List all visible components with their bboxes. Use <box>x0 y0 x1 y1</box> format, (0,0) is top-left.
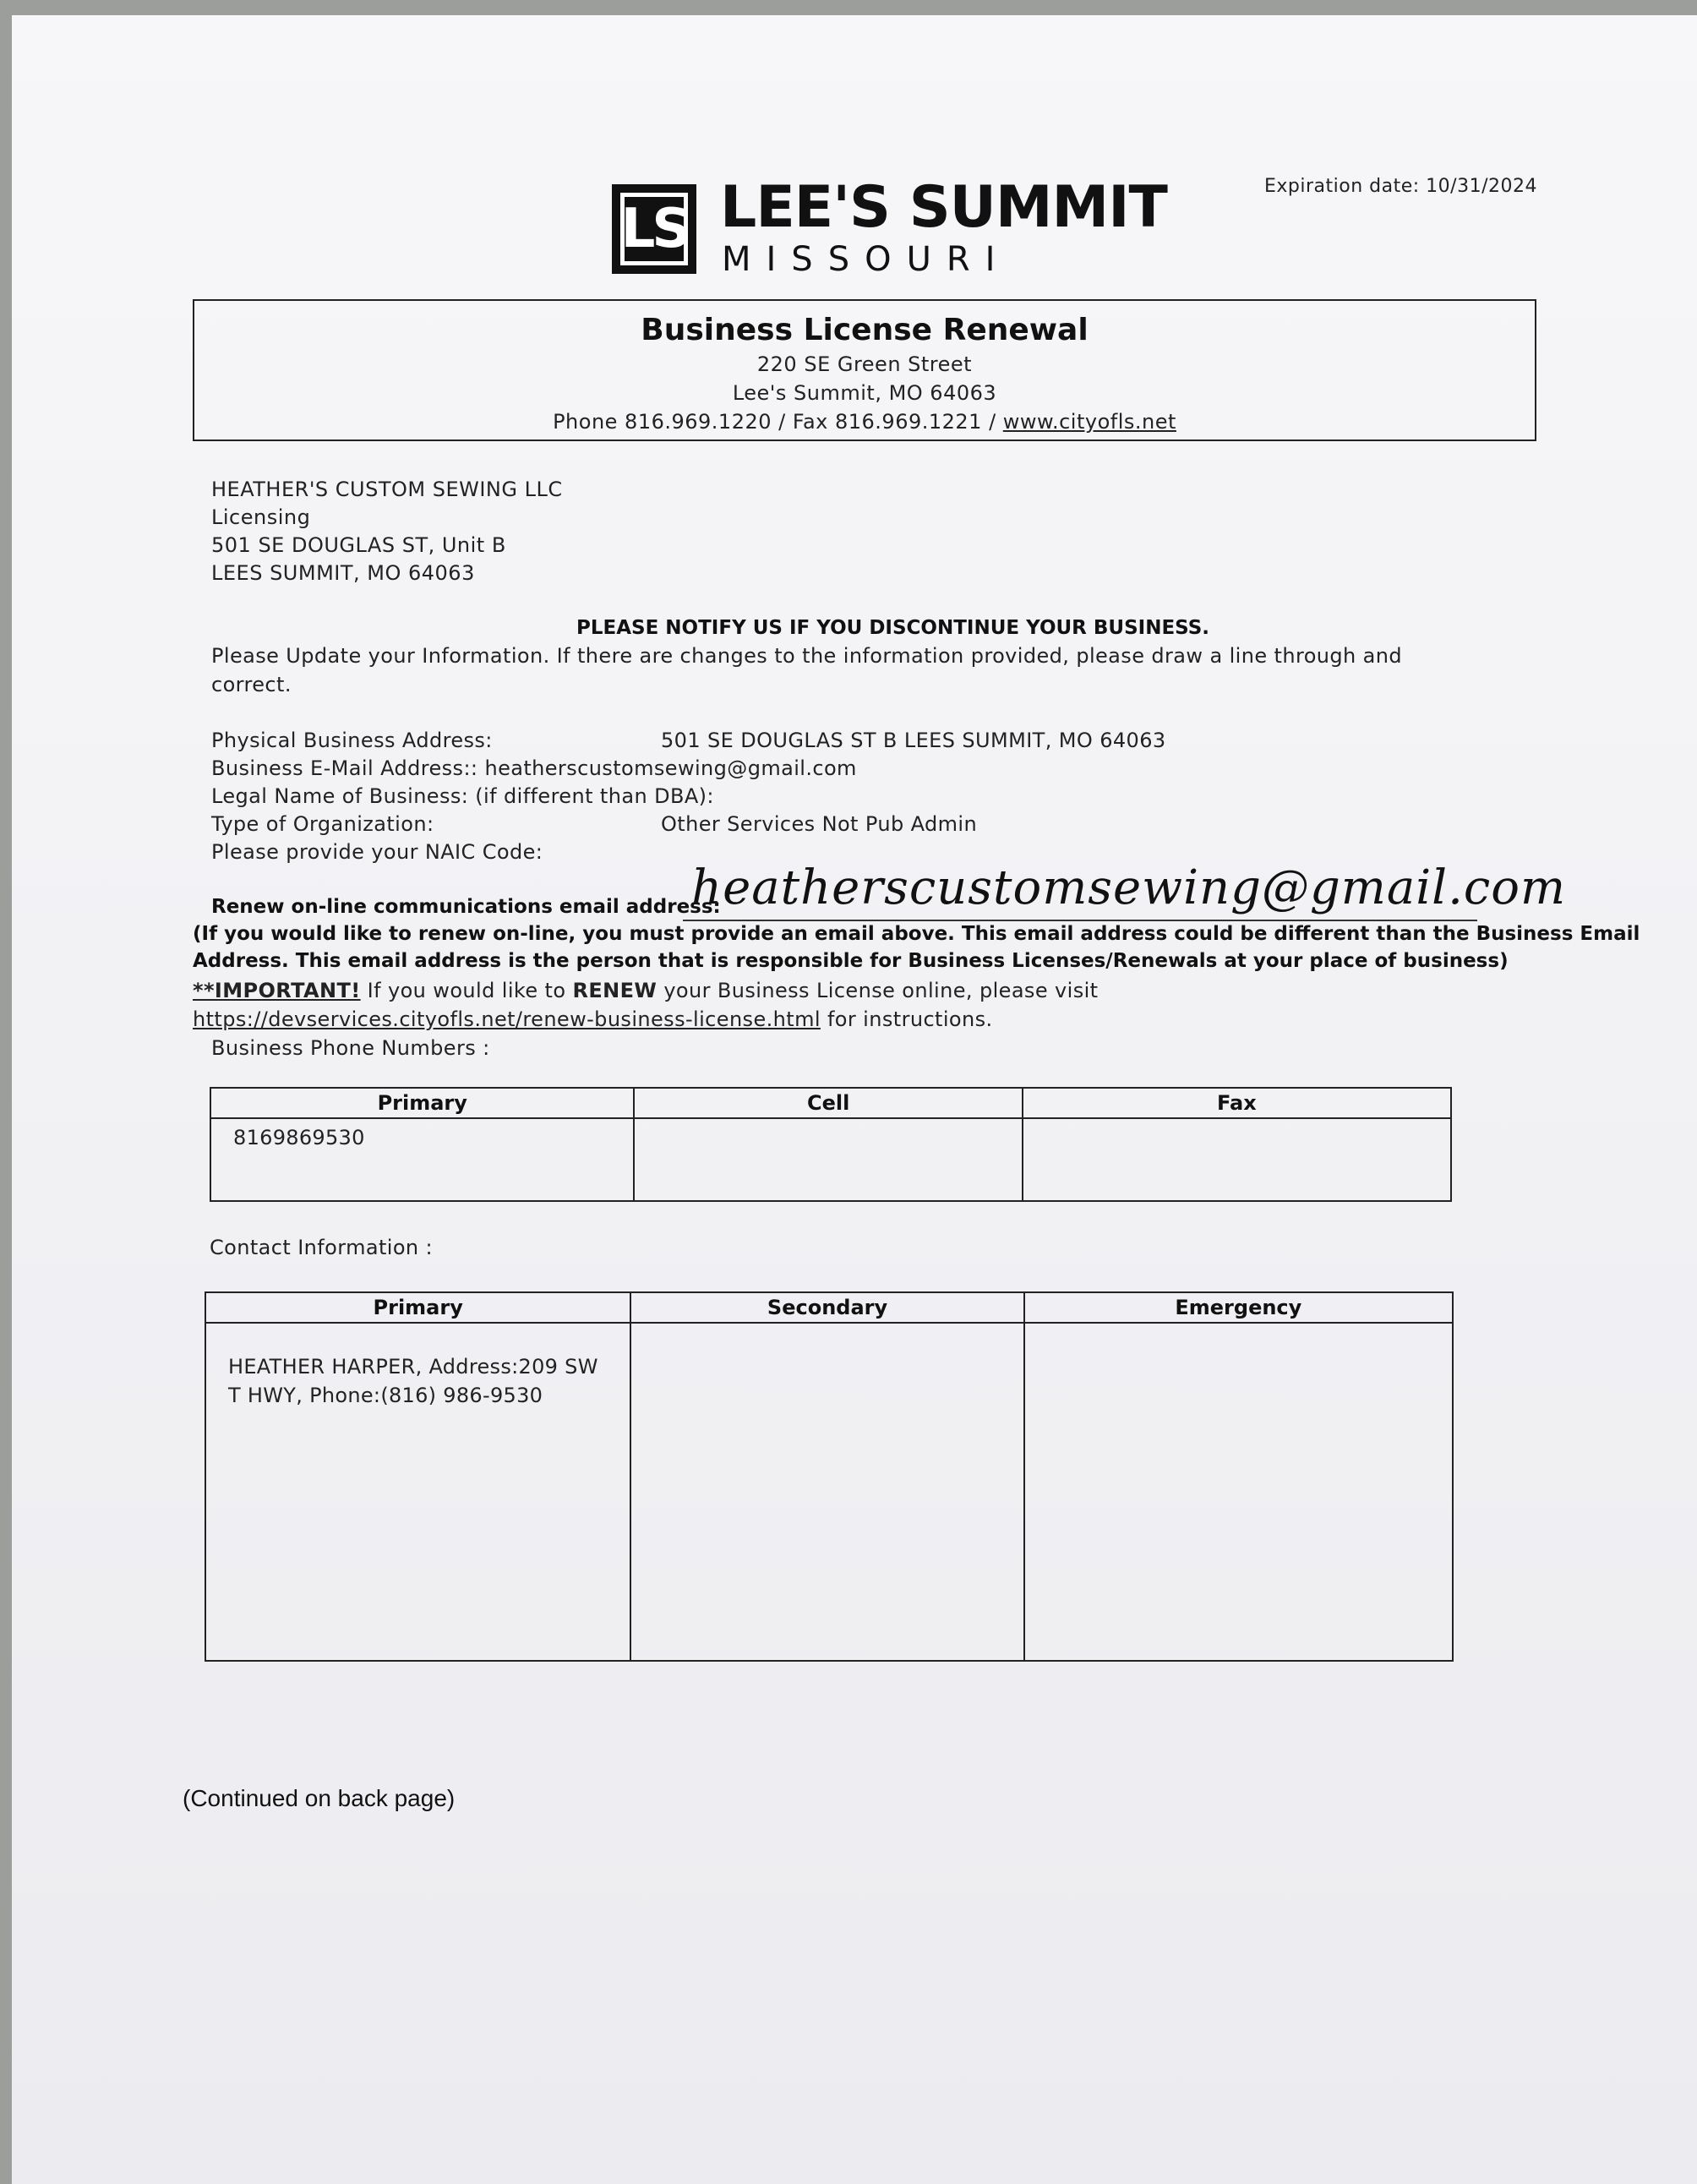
important-renew-word: RENEW <box>572 979 658 1002</box>
logo-mark-text: LS <box>620 198 688 260</box>
logo-subtitle: MISSOURI <box>722 240 1011 279</box>
update-instructions-line2: correct. <box>211 673 292 696</box>
contact-emergency-value <box>1024 1323 1453 1661</box>
business-name: HEATHER'S CUSTOM SEWING LLC <box>211 478 563 501</box>
important-notice <box>193 979 1098 1002</box>
phone-table-row <box>210 1118 1451 1201</box>
contact-table-row <box>205 1323 1453 1661</box>
contact-primary-value: HEATHER HARPER, Address:209 SW T HWY, Phone:(816) 986-9530 <box>205 1323 630 1661</box>
contact-header-primary: Primary <box>205 1292 630 1323</box>
phone-header-cell: Cell <box>634 1088 1022 1118</box>
contact-info-label: Contact Information : <box>210 1236 434 1259</box>
contact-table <box>205 1291 1454 1662</box>
phone-table <box>210 1087 1452 1202</box>
address-department: Licensing <box>211 505 311 529</box>
city-logo-mark <box>612 184 696 274</box>
contact-header-secondary: Secondary <box>630 1292 1023 1323</box>
renew-note-line2: Address. This email address is the person that is responsible for Business Licenses/Renewals at your place of business) <box>193 950 1509 972</box>
physical-address-value: 501 SE DOUGLAS ST B LEES SUMMIT, MO 64063 <box>661 729 1166 752</box>
phone-cell-value <box>634 1118 1022 1201</box>
form-title: Business License Renewal <box>641 313 1089 347</box>
phone-header-fax: Fax <box>1023 1088 1451 1118</box>
legal-name-label: Legal Name of Business: (if different than DBA): <box>211 784 714 808</box>
header-box <box>193 299 1536 441</box>
important-tag: **IMPORTANT! <box>193 979 361 1002</box>
expiration-date: Expiration date: 10/31/2024 <box>1264 176 1537 197</box>
contact-header-emergency: Emergency <box>1024 1292 1453 1323</box>
office-street: 220 SE Green Street <box>756 352 973 376</box>
office-phone-fax: Phone 816.969.1220 / Fax 816.969.1221 / <box>553 410 1003 434</box>
organization-type-label: Type of Organization: <box>211 812 434 836</box>
logo-title: LEE'S SUMMIT <box>720 174 1167 241</box>
phone-fax-value <box>1023 1118 1451 1201</box>
renew-email-underline <box>683 920 1477 921</box>
phone-numbers-label: Business Phone Numbers : <box>211 1036 490 1060</box>
renew-url-line <box>193 1007 993 1031</box>
naic-code-label: Please provide your NAIC Code: <box>211 840 543 864</box>
business-email-label: Business E-Mail Address:: <box>211 756 485 780</box>
renew-url-link[interactable]: https://devservices.cityofls.net/renew-business-license.html <box>193 1007 821 1031</box>
business-email-row <box>211 756 857 780</box>
update-instructions-line1: Please Update your Information. If there are changes to the information provided, please draw a line through and <box>211 644 1403 668</box>
website-link[interactable]: www.cityofls.net <box>1002 410 1176 434</box>
phone-table-header <box>210 1088 1451 1118</box>
phone-header-primary: Primary <box>210 1088 634 1118</box>
renew-url-suffix: for instructions. <box>820 1007 993 1031</box>
office-city: Lee's Summit, MO 64063 <box>732 381 997 405</box>
address-street: 501 SE DOUGLAS ST, Unit B <box>211 533 506 557</box>
contact-table-header <box>205 1292 1453 1323</box>
contact-secondary-value <box>630 1323 1023 1661</box>
business-email-value: heatherscustomsewing@gmail.com <box>484 756 857 780</box>
address-city: LEES SUMMIT, MO 64063 <box>211 561 475 585</box>
organization-type-value: Other Services Not Pub Admin <box>661 812 978 836</box>
physical-address-label: Physical Business Address: <box>211 729 493 752</box>
handwritten-renew-email: heatherscustomsewing@gmail.com <box>691 860 1567 915</box>
renew-note-line1: (If you would like to renew on-line, you must provide an email above. This email address could be different than the Business Email <box>193 923 1640 945</box>
important-text-1: If you would like to <box>360 979 573 1002</box>
important-text-2: your Business License online, please visit <box>657 979 1099 1002</box>
renew-email-label: Renew on-line communications email address: <box>211 896 721 918</box>
discontinue-notice: PLEASE NOTIFY US IF YOU DISCONTINUE YOUR BUSINESS. <box>576 617 1210 639</box>
continued-note: (Continued on back page) <box>183 1785 456 1811</box>
phone-primary-value: 8169869530 <box>210 1118 634 1201</box>
office-contact <box>194 410 1535 434</box>
